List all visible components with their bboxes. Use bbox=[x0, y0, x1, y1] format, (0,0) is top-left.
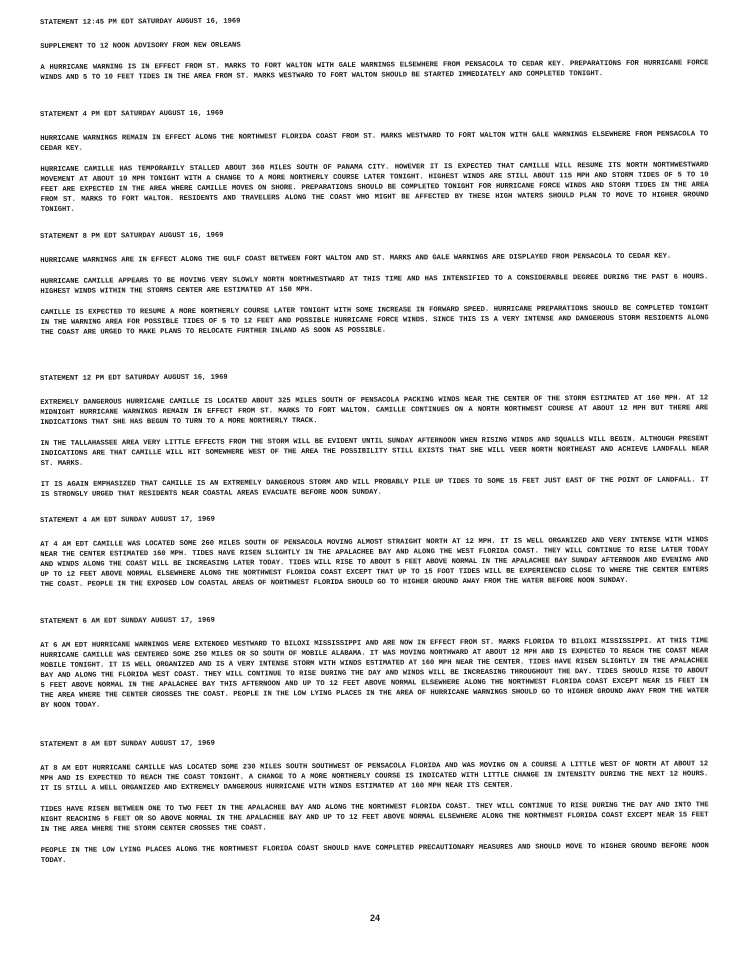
statement-4am-aug17 bbox=[40, 511, 709, 590]
statement-heading: STATEMENT 4 AM EDT SUNDAY AUGUST 17, 1969 bbox=[40, 515, 215, 525]
statement-paragraph: HURRICANE WARNINGS ARE IN EFFECT ALONG THE GULF COAST BETWEEN FORT WALTON AND ST. MARKS AND GALE WARNINGS ARE DISPLAYED FROM PENSACOLA TO CEDAR KEY. bbox=[40, 252, 672, 265]
statement-paragraph: CAMILLE IS EXPECTED TO RESUME A MORE NORTHERLY COURSE LATER TONIGHT WITH SOME INCREASE IN FORWARD SPEED. HURRICANE PREPARATIONS SHOULD BE COMPLETED TONIGHT IN THE WARNING AREA FOR POSSIBLE TIDES OF 5 TO 12 FEET AND POSSIBLE HURRICANE FORCE WINDS. SINCE THIS IS A VERY INTENSE AND DANGEROUS STORM RESIDENTS ALONG THE COAST ARE URGED TO MAKE PLANS TO RELOCATE FURTHER INLAND AS SOON AS POSSIBLE. bbox=[40, 304, 709, 337]
statement-heading: STATEMENT 12:45 PM EDT SATURDAY AUGUST 16, 1969 bbox=[40, 17, 241, 27]
statement-paragraph: IN THE TALLAHASSEE AREA VERY LITTLE EFFECTS FROM THE STORM WILL BE EVIDENT UNTIL SUNDAY AFTERNOON WHEN RISING WINDS AND SQUALLS WILL BEGIN. ALTHOUGH PRESENT INDICATIONS ARE THAT CAMILLE WILL HIT SOMEWHERE WEST OF THE AREA THE POSSIBILITY STILL EXISTS THAT SHE WILL VEER NORTH NORTHEAST AND ACHIEVE LANDFALL NEAR ST. MARKS. bbox=[40, 435, 709, 468]
statement-paragraph: HURRICANE CAMILLE HAS TEMPORARILY STALLED ABOUT 360 MILES SOUTH OF PANAMA CITY. HOWEVER IT IS EXPECTED THAT CAMILLE WILL RESUME ITS NORTH NORTHWESTWARD MOVEMENT AT ABOUT 10 MPH TONIGHT WITH A CHANGE TO A MORE NORTHERLY COURSE LATER TONIGHT. HIGHEST WINDS ARE STILL ABOUT 115 MPH AND STORM TIDES OF 5 TO 10 FEET ARE EXPECTED IN THE AREA WHERE CAMILLE MOVES ON SHORE. PREPARATIONS SHOULD BE COMPLETED TONIGHT FOR HURRICANE FORCE WINDS AND STORM TIDES IN THE AREA FROM ST. MARKS TO FORT WALTON. RESIDENTS AND TRAVELERS ALONG THE COAST WHO MIGHT BE AFFECTED BY THESE HIGH WATERS SHOULD PLAN TO MOVE TO HIGHER GROUND TONIGHT. bbox=[40, 161, 709, 214]
statement-6am-aug17 bbox=[40, 612, 709, 711]
statement-4pm-aug16 bbox=[40, 105, 709, 215]
statement-paragraph: HURRICANE CAMILLE APPEARS TO BE MOVING VERY SLOWLY NORTH NORTHWESTWARD AT THIS TIME AND HAS INTENSIFIED TO A CONSIDERABLE DEGREE DURING THE PAST 6 HOURS. HIGHEST WINDS WITHIN THE STORMS CENTER ARE ESTIMATED AT 150 MPH. bbox=[40, 273, 709, 296]
statement-paragraph: AT 6 AM EDT HURRICANE WARNINGS WERE EXTENDED WESTWARD TO BILOXI MISSISSIPPI AND ARE NOW IN EFFECT FROM ST. MARKS FLORIDA TO BILOXI MISSISSIPPI. AT THIS TIME HURRICANE CAMILLE WAS CENTERED SOME 250 MILES OR SO SOUTH OF MOBILE ALABAMA. IT WAS MOVING NORTHWARD AT ABOUT 12 MPH AND IS EXPECTED TO REACH THE COAST NEAR MOBILE TONIGHT. IT IS WELL ORGANIZED AND IS A VERY INTENSE STORM WITH WINDS ESTIMATED AT 160 MPH NEAR THE CENTER. TIDES HAVE RISEN SLIGHTLY IN THE APALACHEE BAY AND ALONG THE FLORIDA WEST COAST. THEY WILL CONTINUE TO RISE DURING THE DAY AND WINDS WILL BE INCREASING THROUGHOUT THE DAY. TIDES SHOULD RISE TO ABOUT 5 FEET ABOVE NORMAL IN THE APALACHEE BAY THIS AFTERNOON AND UP TO 12 FEET ABOVE NORMAL ELSEWHERE ALONG THE NORTHWEST FLORIDA COAST EXCEPT NEAR 15 FEET IN THE AREA WHERE THE CENTER CROSSES THE COAST. PEOPLE IN THE LOW LYING PLACES IN THE AREA OF HURRICANE WARNINGS SHOULD GO TO HIGHER GROUND AWAY FROM THE WATER BY NOON TODAY. bbox=[40, 637, 709, 710]
statement-paragraph: AT 8 AM EDT HURRICANE CAMILLE WAS LOCATED SOME 230 MILES SOUTH SOUTHWEST OF PENSACOLA FLORIDA AND WAS MOVING ON A COURSE A LITTLE WEST OF NORTH AT ABOUT 12 MPH AND IS EXPECTED TO REACH THE COAST TONIGHT. A CHANGE TO A MORE NORTHERLY COURSE IS INDICATED WITH LITTLE CHANGE IN INTENSITY DURING THE NEXT 12 HOURS. IT IS STILL A WELL ORGANIZED AND EXTREMELY DANGEROUS HURRICANE WITH WINDS ESTIMATED AT 160 MPH NEAR ITS CENTER. bbox=[40, 760, 709, 793]
statement-paragraph: IT IS AGAIN EMPHASIZED THAT CAMILLE IS AN EXTREMELY DANGEROUS STORM AND WILL PROBABLY PILE UP TIDES TO SOME 15 FEET JUST EAST OF THE POINT OF LANDFALL. IT IS STRONGLY URGED THAT RESIDENTS NEAR COASTAL AREAS EVACUATE BEFORE NOON SUNDAY. bbox=[40, 476, 709, 499]
statement-paragraph: A HURRICANE WARNING IS IN EFFECT FROM ST. MARKS TO FORT WALTON WITH GALE WARNINGS ELSEWHERE FROM PENSACOLA TO CEDAR KEY. PREPARATIONS FOR HURRICANE FORCE WINDS AND 5 TO 10 FEET TIDES IN THE AREA FROM ST. MARKS WESTWARD TO FORT WALTON SHOULD BE STARTED IMMEDIATELY AND COMPLETED TONIGHT. bbox=[40, 59, 709, 82]
statement-heading: STATEMENT 8 AM EDT SUNDAY AUGUST 17, 1969 bbox=[40, 739, 215, 749]
statement-heading: STATEMENT 12 PM EDT SATURDAY AUGUST 16, 1969 bbox=[40, 373, 228, 383]
statement-heading: STATEMENT 4 PM EDT SATURDAY AUGUST 16, 1969 bbox=[40, 109, 224, 119]
statement-heading: STATEMENT 6 AM EDT SUNDAY AUGUST 17, 1969 bbox=[40, 616, 215, 626]
statement-1245pm-aug16 bbox=[40, 13, 708, 83]
statement-paragraph: HURRICANE WARNINGS REMAIN IN EFFECT ALONG THE NORTHWEST FLORIDA COAST FROM ST. MARKS WESTWARD TO FORT WALTON WITH GALE WARNINGS ELSEWHERE FROM PENSACOLA TO CEDAR KEY. bbox=[40, 130, 709, 153]
statement-paragraph: TIDES HAVE RISEN BETWEEN ONE TO TWO FEET IN THE APALACHEE BAY AND ALONG THE NORTHWEST FLORIDA COAST. THEY WILL CONTINUE TO RISE DURING THE DAY AND INTO THE NIGHT REACHING 5 FEET OR SO ABOVE NORMAL IN THE APALACHEE BAY AND UP TO 12 FEET ABOVE NORMAL ELSEWHERE ALONG THE NORTHWEST FLORIDA COAST EXCEPT NEAR 15 FEET IN THE AREA WHERE THE STORM CENTER CROSSES THE COAST. bbox=[40, 801, 709, 834]
page-number: 24 bbox=[370, 913, 380, 923]
statement-heading: STATEMENT 8 PM EDT SATURDAY AUGUST 16, 1969 bbox=[40, 231, 224, 241]
statement-paragraph: EXTREMELY DANGEROUS HURRICANE CAMILLE IS LOCATED ABOUT 325 MILES SOUTH OF PENSACOLA PACKING WINDS NEAR THE CENTER OF THE STORM ESTIMATED AT 160 MPH. AT 12 MIDNIGHT HURRICANE WARNINGS REMAIN IN EFFECT FROM ST. MARKS TO FORT WALTON. CAMILLE CONTINUES ON A NORTH NORTHWEST COURSE AT ABOUT 12 MPH BUT THERE ARE INDICATIONS THAT SHE HAS BEGUN TO TURN TO A MORE NORTHERLY TRACK. bbox=[40, 394, 709, 427]
statement-8am-aug17 bbox=[40, 735, 709, 866]
statement-paragraph: SUPPLEMENT TO 12 NOON ADVISORY FROM NEW ORLEANS bbox=[40, 41, 241, 51]
statement-8pm-aug16 bbox=[40, 227, 709, 338]
statement-12pm-aug16 bbox=[40, 369, 709, 500]
statement-paragraph: AT 4 AM EDT CAMILLE WAS LOCATED SOME 260 MILES SOUTH OF PENSACOLA MOVING ALMOST STRAIGHT NORTH AT 12 MPH. IT IS WELL ORGANIZED AND VERY INTENSE WITH WINDS NEAR THE CENTER ESTIMATED 160 MPH. TIDES HAVE RISEN SLIGHTLY IN THE APALACHEE BAY AND ALONG THE WEST FLORIDA COAST. THEY WILL CONTINUE TO RISE LATER TODAY AND WINDS ALONG THE COAST WILL BE INCREASING LATER TODAY. TIDES WILL RISE TO ABOUT 5 FEET ABOVE NORMAL IN THE APALACHEE BAY SUNDAY AFTERNOON AND EVENING AND UP TO 12 FEET ABOVE NORMAL ELSEWHERE ALONG THE NORTHWEST FLORIDA COAST EXCEPT THAT UP TO 15 FOOT TIDES WILL BE EXPERIENCED CLOSE TO WHERE THE CENTER ENTERS THE COAST. PEOPLE IN THE EXPOSED LOW COASTAL AREAS OF NORTHWEST FLORIDA SHOULD GO TO HIGHER GROUND AWAY FROM THE WATER BEFORE NOON SUNDAY. bbox=[40, 536, 709, 589]
statement-paragraph: PEOPLE IN THE LOW LYING PLACES ALONG THE NORTHWEST FLORIDA COAST SHOULD HAVE COMPLETED PRECAUTIONARY MEASURES AND SHOULD MOVE TO HIGHER GROUND BEFORE NOON TODAY. bbox=[40, 842, 709, 865]
